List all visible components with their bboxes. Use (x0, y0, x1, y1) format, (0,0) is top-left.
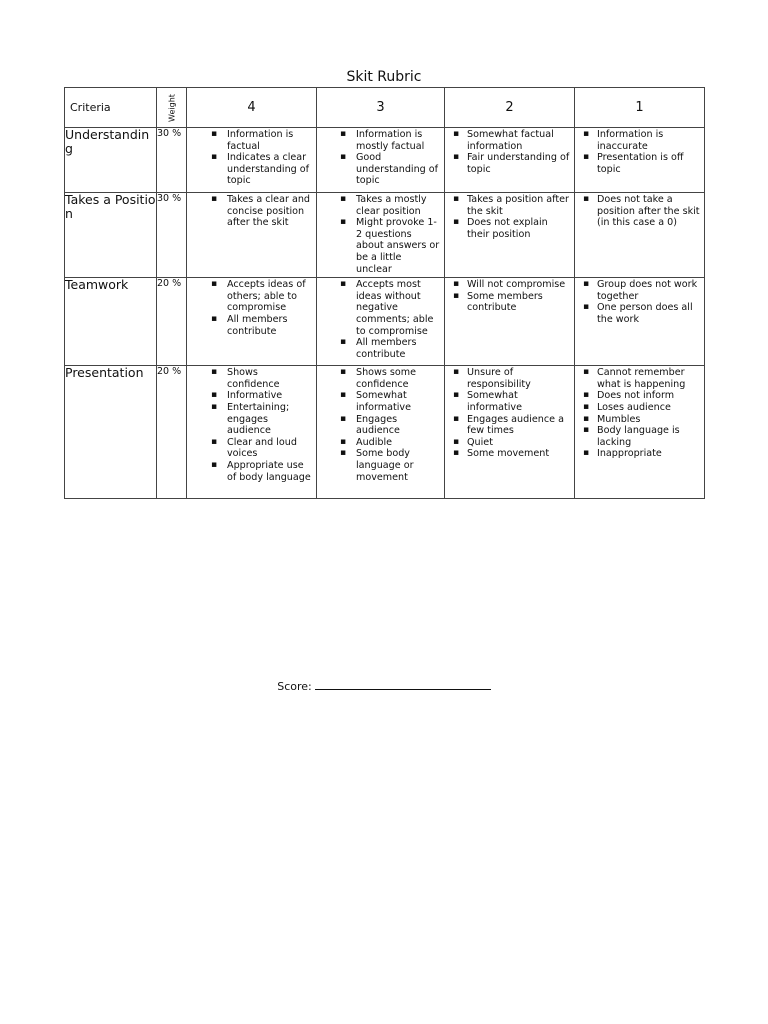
criterion-weight: 20 % (157, 366, 187, 499)
level-cell-4 (187, 193, 317, 278)
list-item: ▪ Fair understanding of topic (449, 152, 570, 175)
list-item: ▪ Somewhat informative (449, 390, 570, 413)
criterion-weight: 20 % (157, 278, 187, 366)
level-cell-3 (317, 128, 445, 193)
descriptor-list (445, 193, 574, 242)
score-blank-line[interactable] (315, 677, 491, 690)
descriptor-list (187, 366, 316, 485)
list-item: ▪ Engages audience a few times (449, 414, 570, 437)
rubric-body (65, 128, 705, 499)
criterion-name: Takes a Position (65, 193, 157, 278)
list-item: ▪ Does not take a position after the skit (in this case a 0) (579, 194, 700, 229)
list-item: ▪ Unsure of responsibility (449, 367, 570, 390)
criterion-name: Teamwork (65, 278, 157, 366)
level-cell-1 (575, 193, 705, 278)
level-cell-4 (187, 128, 317, 193)
list-item: ▪ Inappropriate (579, 448, 700, 460)
rubric-table (64, 87, 705, 499)
level-cell-4 (187, 366, 317, 499)
criterion-name: Understanding (65, 128, 157, 193)
list-item: ▪ Might provoke 1-2 questions about answers or be a little unclear (321, 217, 440, 275)
list-item: ▪ Some members contribute (449, 291, 570, 314)
table-row (65, 193, 705, 278)
list-item: ▪ Takes a mostly clear position (321, 194, 440, 217)
list-item: ▪ Indicates a clear understanding of topic (191, 152, 312, 187)
descriptor-list (317, 128, 444, 189)
level-header-1: 1 (575, 88, 705, 128)
level-header-4: 4 (187, 88, 317, 128)
list-item: ▪ Information is mostly factual (321, 129, 440, 152)
list-item: ▪ Somewhat factual information (449, 129, 570, 152)
list-item: ▪ Presentation is off topic (579, 152, 700, 175)
list-item: ▪ Information is inaccurate (579, 129, 700, 152)
list-item: ▪ Information is factual (191, 129, 312, 152)
list-item: ▪ Informative (191, 390, 312, 402)
level-cell-2 (445, 128, 575, 193)
list-item: ▪ Entertaining; engages audience (191, 402, 312, 437)
criterion-weight: 30 % (157, 128, 187, 193)
list-item: ▪ Takes a position after the skit (449, 194, 570, 217)
descriptor-list (575, 366, 704, 462)
level-header-3: 3 (317, 88, 445, 128)
list-item: ▪ Some movement (449, 448, 570, 460)
level-cell-3 (317, 366, 445, 499)
criterion-weight: 30 % (157, 193, 187, 278)
level-cell-1 (575, 278, 705, 366)
list-item: ▪ Takes a clear and concise position after the skit (191, 194, 312, 229)
list-item: ▪ Does not inform (579, 390, 700, 402)
level-cell-4 (187, 278, 317, 366)
header-row (65, 88, 705, 128)
descriptor-list (187, 278, 316, 339)
level-cell-2 (445, 366, 575, 499)
descriptor-list (445, 128, 574, 177)
list-item: ▪ Loses audience (579, 402, 700, 414)
score-label: Score: (277, 680, 312, 693)
list-item: ▪ Group does not work together (579, 279, 700, 302)
weight-header (157, 88, 187, 128)
list-item: ▪ Appropriate use of body language (191, 460, 312, 483)
descriptor-list (317, 278, 444, 362)
score-field (0, 677, 768, 693)
list-item: ▪ Good understanding of topic (321, 152, 440, 187)
page-title: Skit Rubric (346, 69, 422, 85)
descriptor-list (575, 193, 704, 231)
descriptor-list (317, 193, 444, 277)
list-item: ▪ One person does all the work (579, 302, 700, 325)
list-item: ▪ Mumbles (579, 414, 700, 426)
descriptor-list (575, 128, 704, 177)
level-cell-1 (575, 128, 705, 193)
level-cell-2 (445, 278, 575, 366)
list-item: ▪ Does not explain their position (449, 217, 570, 240)
list-item: ▪ Audible (321, 437, 440, 449)
list-item: ▪ Accepts ideas of others; able to compromise (191, 279, 312, 314)
criteria-header: Criteria (65, 88, 157, 128)
list-item: ▪ Body language is lacking (579, 425, 700, 448)
list-item: ▪ Engages audience (321, 414, 440, 437)
list-item: ▪ Somewhat informative (321, 390, 440, 413)
table-row (65, 366, 705, 499)
list-item: ▪ Cannot remember what is happening (579, 367, 700, 390)
level-header-2: 2 (445, 88, 575, 128)
list-item: ▪ Accepts most ideas without negative comments; able to compromise (321, 279, 440, 337)
descriptor-list (445, 278, 574, 316)
descriptor-list (445, 366, 574, 462)
descriptor-list (187, 128, 316, 189)
list-item: ▪ Shows some confidence (321, 367, 440, 390)
list-item: ▪ All members contribute (191, 314, 312, 337)
list-item: ▪ Some body language or movement (321, 448, 440, 483)
list-item: ▪ All members contribute (321, 337, 440, 360)
level-cell-3 (317, 193, 445, 278)
descriptor-list (317, 366, 444, 485)
weight-header-label: Weight (167, 93, 176, 122)
list-item: ▪ Clear and loud voices (191, 437, 312, 460)
level-cell-3 (317, 278, 445, 366)
list-item: ▪ Quiet (449, 437, 570, 449)
descriptor-list (575, 278, 704, 327)
level-cell-2 (445, 193, 575, 278)
table-row (65, 278, 705, 366)
list-item: ▪ Shows confidence (191, 367, 312, 390)
level-cell-1 (575, 366, 705, 499)
list-item: ▪ Will not compromise (449, 279, 570, 291)
table-row (65, 128, 705, 193)
criterion-name: Presentation (65, 366, 157, 499)
descriptor-list (187, 193, 316, 231)
